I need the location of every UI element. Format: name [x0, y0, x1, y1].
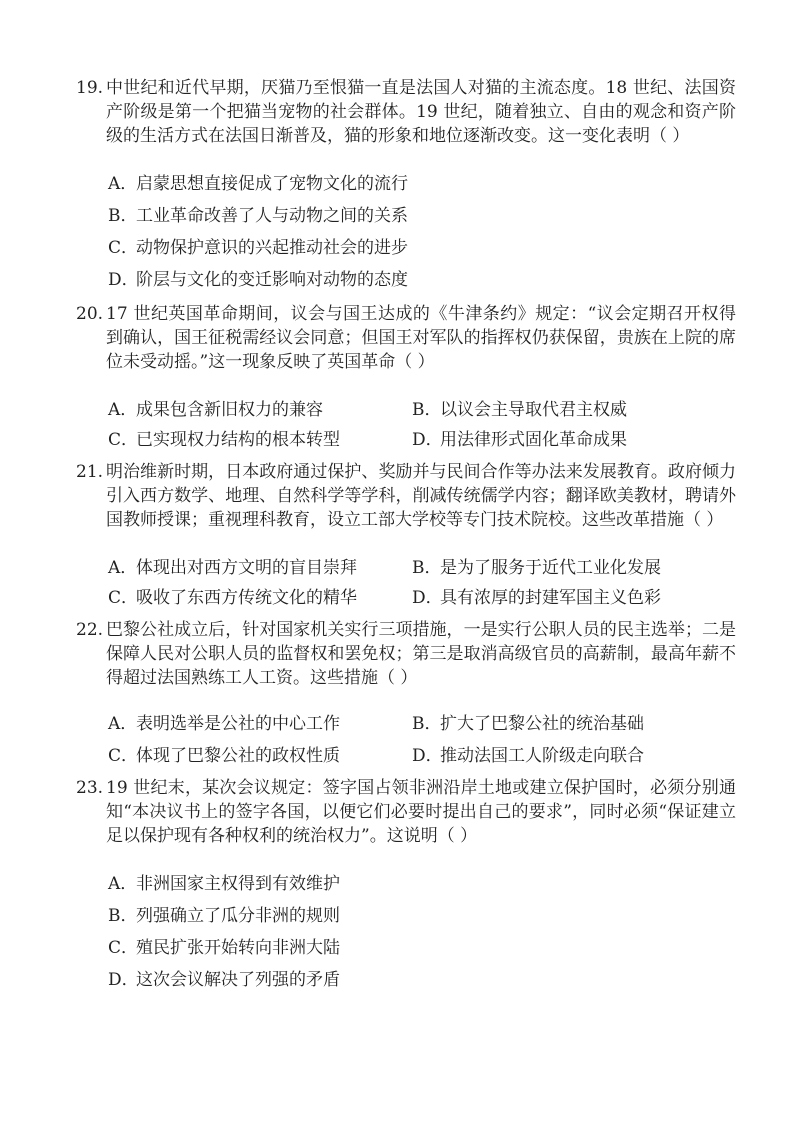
option-text: 成果包含新旧权力的兼容 [136, 400, 323, 420]
option-text: 列强确立了瓜分非洲的规则 [136, 906, 340, 926]
option-letter: A． [108, 174, 138, 194]
option-letter: A． [108, 714, 138, 734]
option-letter: A． [108, 558, 138, 578]
question-19-option-d [108, 268, 408, 292]
question-23-option-d [108, 968, 340, 992]
question-text: 19 世纪末，某次会议规定：签字国占领非洲沿岸土地或建立保护国时，必须分别通知“本决议书上的签字各国，以便它们必要时提出自己的要求”，同时必须“保证建立足以保护现有各种权利的统治权力”。这说明（ ） [106, 778, 736, 846]
question-20-option-a [108, 398, 323, 422]
option-letter: C． [108, 746, 139, 766]
question-21-option-d [412, 586, 661, 610]
option-text: 用法律形式固化革命成果 [440, 430, 627, 450]
question-21-option-b [412, 556, 661, 580]
option-text: 推动法国工人阶级走向联合 [440, 746, 644, 766]
option-letter: D． [412, 588, 443, 608]
option-text: 这次会议解决了列强的矛盾 [136, 970, 340, 990]
question-text: 明治维新时期，日本政府通过保护、奖励并与民间合作等办法来发展教育。政府倾力引入西方数学、地理、自然科学等学科，削减传统儒学内容；翻译欧美教材，聘请外国教师授课；重视理科教育，设立工部大学校等专门技术院校。这些改革措施（ ） [106, 462, 736, 530]
option-letter: D． [412, 746, 443, 766]
option-text: 体现出对西方文明的盲目崇拜 [136, 558, 357, 578]
question-19-stem [76, 76, 736, 148]
question-20-option-c [108, 428, 340, 452]
option-letter: D． [108, 270, 139, 290]
question-23-option-b [108, 904, 340, 928]
option-letter: C． [108, 588, 139, 608]
question-22-option-b [412, 712, 644, 736]
question-text: 巴黎公社成立后，针对国家机关实行三项措施，一是实行公职人员的民主选举；二是保障人民对公职人员的监督权和罢免权；第三是取消高级官员的高薪制，最高年薪不得超过法国熟练工人工资。这些措施（ ） [106, 620, 736, 688]
question-21-stem [76, 460, 736, 532]
question-20-option-b [412, 398, 627, 422]
question-22-option-a [108, 712, 340, 736]
question-19-option-a [108, 172, 408, 196]
question-text: 17 世纪英国革命期间，议会与国王达成的《牛津条约》规定：“议会定期召开权得到确认，国王征税需经议会同意；但国王对军队的指挥权仍获保留，贵族在上院的席位未受动摇。”这一现象反映了英国革命（ ） [106, 304, 736, 372]
question-number: 19. [76, 78, 104, 98]
option-text: 非洲国家主权得到有效维护 [136, 874, 340, 894]
option-text: 动物保护意识的兴起推动社会的进步 [136, 238, 408, 258]
question-22-option-c [108, 744, 340, 768]
question-number: 21. [76, 462, 104, 482]
option-letter: B． [412, 558, 442, 578]
option-text: 吸收了东西方传统文化的精华 [136, 588, 357, 608]
option-text: 工业革命改善了人与动物之间的关系 [136, 206, 408, 226]
option-letter: C． [108, 430, 139, 450]
option-letter: C． [108, 238, 139, 258]
question-19-option-b [108, 204, 408, 228]
option-text: 是为了服务于近代工业化发展 [440, 558, 661, 578]
option-letter: B． [108, 906, 138, 926]
option-text: 具有浓厚的封建军国主义色彩 [440, 588, 661, 608]
option-text: 体现了巴黎公社的政权性质 [136, 746, 340, 766]
question-number: 20. [76, 304, 104, 324]
option-text: 以议会主导取代君主权威 [440, 400, 627, 420]
option-letter: B． [108, 206, 138, 226]
option-letter: D． [108, 970, 139, 990]
option-text: 已实现权力结构的根本转型 [136, 430, 340, 450]
option-text: 阶层与文化的变迁影响对动物的态度 [136, 270, 408, 290]
question-23-option-a [108, 872, 340, 896]
option-text: 表明选举是公社的中心工作 [136, 714, 340, 734]
option-letter: D． [412, 430, 443, 450]
option-text: 扩大了巴黎公社的统治基础 [440, 714, 644, 734]
option-letter: B． [412, 714, 442, 734]
option-text: 启蒙思想直接促成了宠物文化的流行 [136, 174, 408, 194]
question-23-stem [76, 776, 736, 848]
question-21-option-c [108, 586, 357, 610]
question-20-option-d [412, 428, 627, 452]
question-22-stem [76, 618, 736, 690]
option-text: 殖民扩张开始转向非洲大陆 [136, 938, 340, 958]
question-19-option-c [108, 236, 408, 260]
question-23-option-c [108, 936, 340, 960]
question-number: 22. [76, 620, 104, 640]
question-text: 中世纪和近代早期，厌猫乃至恨猫一直是法国人对猫的主流态度。18 世纪、法国资产阶级是第一个把猫当宠物的社会群体。19 世纪，随着独立、自由的观念和资产阶级的生活方式在法国日渐普及，猫的形象和地位逐渐改变。这一变化表明（ ） [106, 78, 736, 146]
question-number: 23. [76, 778, 104, 798]
option-letter: A． [108, 874, 138, 894]
question-20-stem [76, 302, 736, 374]
question-22-option-d [412, 744, 644, 768]
option-letter: B． [412, 400, 442, 420]
option-letter: C． [108, 938, 139, 958]
question-21-option-a [108, 556, 357, 580]
option-letter: A． [108, 400, 138, 420]
